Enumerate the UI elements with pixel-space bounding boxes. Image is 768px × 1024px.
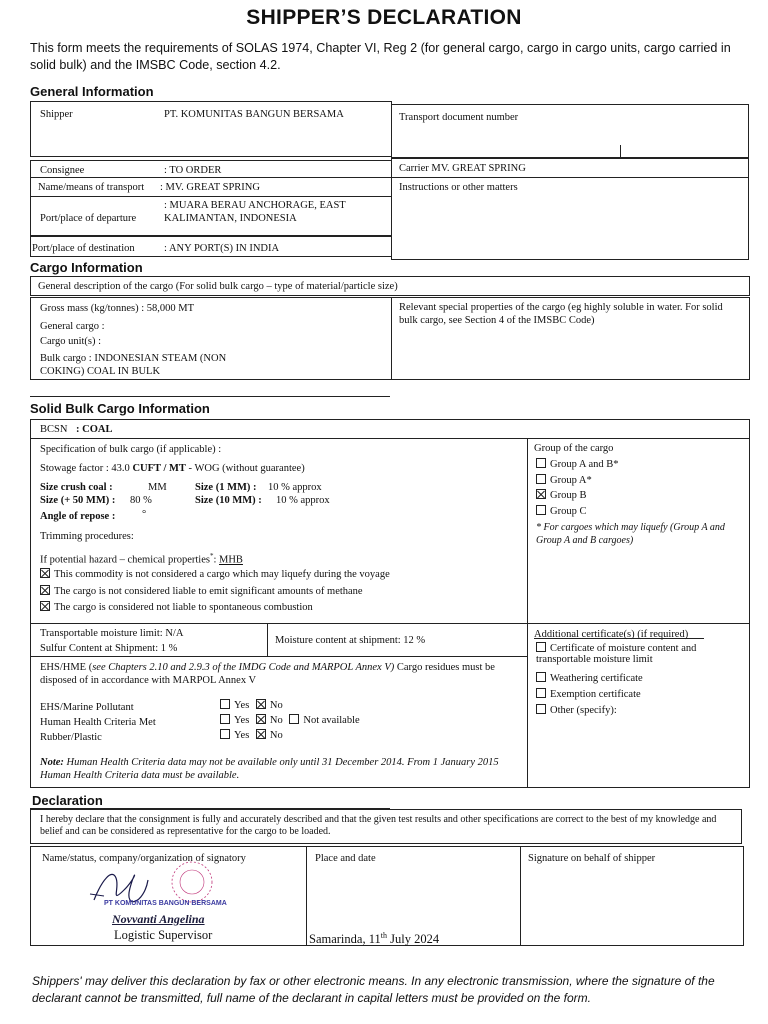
place-date-value: Samarinda, 11th July 2024 xyxy=(309,931,440,947)
size-10-value: 10 % approx xyxy=(276,495,330,506)
group-c-checkbox[interactable] xyxy=(536,505,546,515)
group-a-b-checkbox[interactable] xyxy=(536,458,546,468)
cargo-general-desc: General description of the cargo (For solid bulk cargo – type of material/particle size) xyxy=(38,281,398,292)
size-1-label: Size (1 MM) : xyxy=(195,482,257,493)
cert-moisture: Certificate of moisture content and transportable moisture limit xyxy=(536,643,697,665)
special-properties: Relevant special properties of the cargo (eg highly soluble in water. For solid bulk cargo, see Section 4 of the IMSBC Code) xyxy=(399,302,723,326)
bulk-cargo: Bulk cargo : INDONESIAN STEAM (NON COKING) COAL IN BULK xyxy=(40,353,227,377)
statement-2-checkbox[interactable] xyxy=(40,585,50,595)
size-crush-label: Size crush coal : xyxy=(40,482,113,493)
cert-exemption: Exemption certificate xyxy=(536,688,641,701)
tml: Transportable moisture limit: N/A xyxy=(40,628,184,639)
transport-value: : MV. GREAT SPRING xyxy=(160,182,260,193)
group-note: * For cargoes which may liquefy (Group A and Group A and B cargoes) xyxy=(536,522,725,546)
human-health-options: Yes No Not available xyxy=(220,714,360,727)
consignee-label: Consignee xyxy=(40,165,85,176)
cert-moisture-checkbox[interactable] xyxy=(536,642,546,652)
group-option-a: Group A* xyxy=(536,474,592,487)
human-health-no-checkbox[interactable] xyxy=(256,714,266,724)
company-seal-icon xyxy=(172,862,212,902)
ehs-marine-label: EHS/Marine Pollutant xyxy=(40,702,134,713)
human-health-na-checkbox[interactable] xyxy=(289,714,299,724)
human-health-yes-checkbox[interactable] xyxy=(220,714,230,724)
page-title: SHIPPER’S DECLARATION xyxy=(246,6,522,29)
rubber-options: Yes No xyxy=(220,729,283,742)
place-date-label: Place and date xyxy=(315,853,376,864)
signatory-title: Logistic Supervisor xyxy=(114,928,213,942)
group-option-a-b: Group A and B* xyxy=(536,458,619,471)
human-health-label: Human Health Criteria Met xyxy=(40,717,156,728)
carrier-value: Carrier MV. GREAT SPRING xyxy=(399,163,526,174)
group-a-checkbox[interactable] xyxy=(536,474,546,484)
stowage-factor: Stowage factor : 43.0 CUFT / MT - WOG (without guarantee) xyxy=(40,463,305,474)
additional-cert-label: Additional certificate(s) (if required) xyxy=(534,629,689,640)
destination-label: Port/place of destination xyxy=(32,243,135,254)
size-50-value: 80 % xyxy=(130,495,152,506)
statement-2: The cargo is not considered liable to emit significant amounts of methane xyxy=(40,585,363,598)
bcsn-value: : COAL xyxy=(76,424,113,435)
repose-label: Angle of repose : xyxy=(40,511,116,522)
cargo-units: Cargo unit(s) : xyxy=(40,336,102,347)
stamp-company: PT KOMUNITAS BANGUN BERSAMA xyxy=(104,900,227,907)
group-option-c: Group C xyxy=(536,505,586,518)
transport-doc-label: Transport document number xyxy=(399,112,519,123)
statement-3: The cargo is considered not liable to spontaneous combustion xyxy=(40,601,313,614)
rubber-yes-checkbox[interactable] xyxy=(220,729,230,739)
signatory-name: Novvanti Angelina xyxy=(112,912,205,926)
departure-value: : MUARA BERAU ANCHORAGE, EAST KALIMANTAN, INDONESIA xyxy=(164,200,346,224)
size-50-label: Size (+ 50 MM) : xyxy=(40,495,116,506)
intro-text: This form meets the requirements of SOLAS 1974, Chapter VI, Reg 2 (for general cargo, cargo in cargo units, cargo carried in solid bulk) and the IMSBC Code, section 4.2. xyxy=(30,41,731,72)
cert-other-checkbox[interactable] xyxy=(536,704,546,714)
bcsn-box xyxy=(30,419,750,439)
gross-mass: Gross mass (kg/tonnes) : 58,000 MT xyxy=(40,303,194,314)
group-label: Group of the cargo xyxy=(534,443,614,454)
destination-value: : ANY PORT(S) IN INDIA xyxy=(164,243,280,254)
hazard: If potential hazard – chemical properties*: MHB xyxy=(40,552,243,566)
consignee-value: : TO ORDER xyxy=(164,165,222,176)
general-info-heading: General Information xyxy=(30,84,154,99)
instructions-label: Instructions or other matters xyxy=(399,182,518,193)
cert-weathering: Weathering certificate xyxy=(536,672,643,685)
general-cargo: General cargo : xyxy=(40,321,105,332)
size-10-label: Size (10 MM) : xyxy=(195,495,262,506)
moisture-content: Moisture content at shipment: 12 % xyxy=(275,635,426,646)
trimming: Trimming procedures: xyxy=(40,531,134,542)
repose-value: ° xyxy=(142,509,147,520)
footer-note: Shippers' may deliver this declaration by fax or other electronic means. In any electronic transmission, where the signature of the declarant cannot be transmitted, full name of the declarant in capital letters must be provided on the form. xyxy=(32,974,715,1005)
cert-other: Other (specify): xyxy=(536,704,617,717)
size-1-value: 10 % approx xyxy=(268,482,322,493)
statement-1: This commodity is not considered a cargo which may liquefy during the voyage xyxy=(40,568,390,581)
spec-label: Specification of bulk cargo (if applicable) : xyxy=(40,444,222,455)
cargo-info-heading: Cargo Information xyxy=(30,260,143,275)
size-crush-value: MM xyxy=(148,482,167,493)
group-option-b: Group B xyxy=(536,489,586,502)
statement-1-checkbox[interactable] xyxy=(40,568,50,578)
group-b-checkbox[interactable] xyxy=(536,489,546,499)
ehs-marine-no-checkbox[interactable] xyxy=(256,699,266,709)
bcsn-label: BCSN xyxy=(40,424,68,435)
ehs-intro: EHS/HME (see Chapters 2.10 and 2.9.3 of the IMDG Code and MARPOL Annex V) Cargo residues must be disposed of in accordance with MARPOL Annex V xyxy=(40,662,495,686)
rubber-no-checkbox[interactable] xyxy=(256,729,266,739)
cert-exemption-checkbox[interactable] xyxy=(536,688,546,698)
cert-weathering-checkbox[interactable] xyxy=(536,672,546,682)
transport-label: Name/means of transport xyxy=(38,182,145,193)
name-status-label: Name/status, company/organization of signatory xyxy=(42,853,246,864)
solid-bulk-heading: Solid Bulk Cargo Information xyxy=(30,401,210,416)
ehs-marine-yes-checkbox[interactable] xyxy=(220,699,230,709)
signature-mark xyxy=(84,860,214,920)
signature-label: Signature on behalf of shipper xyxy=(528,853,656,864)
declaration-heading: Declaration xyxy=(32,793,103,808)
declaration-text: I hereby declare that the consignment is fully and accurately described and that the given test results and other specifications are correct to the best of my knowledge and belief and can be considered as representative for the cargo to be loaded. xyxy=(40,814,717,837)
shipper-label: Shipper xyxy=(40,109,73,120)
rubber-label: Rubber/Plastic xyxy=(40,732,102,743)
ehs-marine-options: Yes No xyxy=(220,699,283,712)
departure-label: Port/place of departure xyxy=(40,213,137,224)
shipper-value: PT. KOMUNITAS BANGUN BERSAMA xyxy=(164,109,344,120)
statement-3-checkbox[interactable] xyxy=(40,601,50,611)
hhc-note: Note: Human Health Criteria data may not be available only until 31 December 2014. From 1 January 2015 Human Health Criteria data must be available. xyxy=(40,757,499,781)
sulfur: Sulfur Content at Shipment: 1 % xyxy=(40,643,178,654)
